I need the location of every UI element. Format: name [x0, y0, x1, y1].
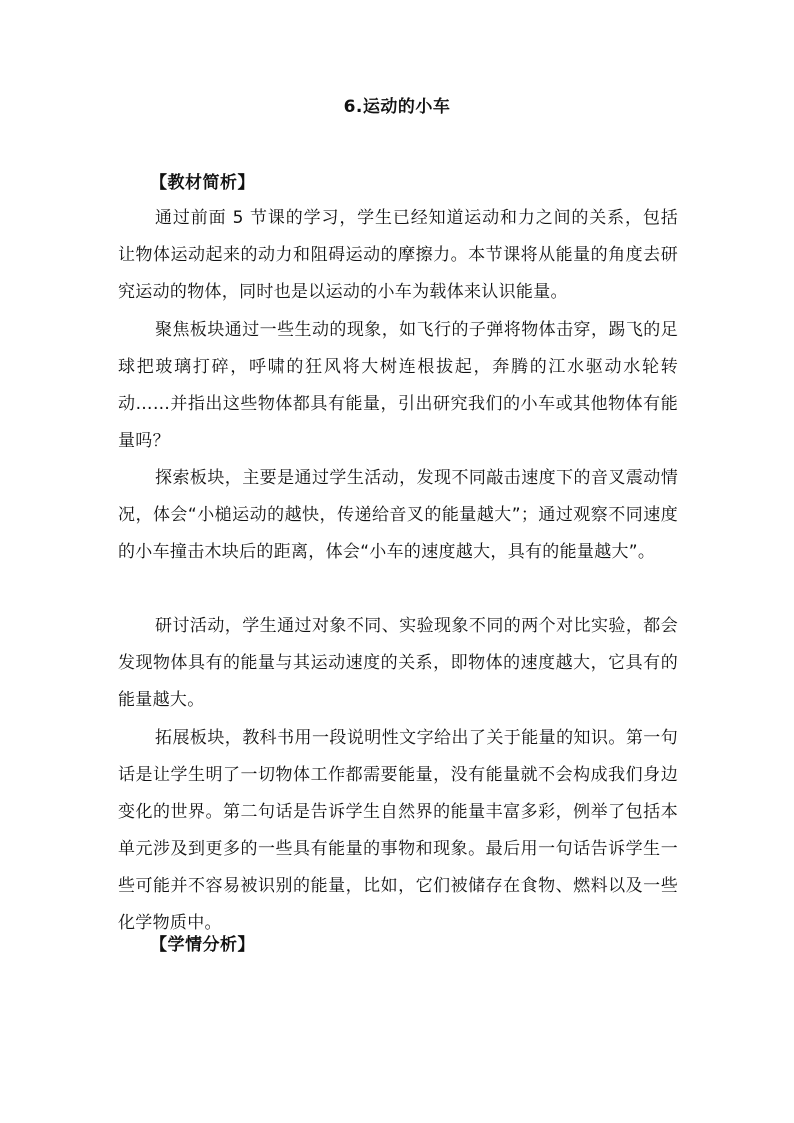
- paragraph-intro: 通过前面 5 节课的学习，学生已经知道运动和力之间的关系，包括让物体运动起来的动力和阻碍运动的摩擦力。本节课将从能量的角度去研究运动的物体，同时也是以运动的小车为载体来认识能量。: [118, 208, 678, 303]
- paragraph-3-container: [118, 460, 678, 571]
- section-heading-textbook-analysis: 【教材简析】: [150, 173, 255, 193]
- page-title: 6.运动的小车: [343, 97, 451, 117]
- paragraph-2-container: [118, 312, 678, 460]
- paragraph-4-container: [118, 608, 678, 719]
- paragraph-discussion: 研讨活动，学生通过对象不同、实验现象不同的两个对比实验，都会发现物体具有的能量与其运动速度的关系，即物体的速度越大，它具有的能量越大。: [118, 616, 678, 711]
- paragraph-extension: 拓展板块，教科书用一段说明性文字给出了关于能量的知识。第一句话是让学生明了一切物体工作都需要能量，没有能量就不会构成我们身边变化的世界。第二句话是告诉学生自然界的能量丰富多彩，例举了包括本单元涉及到更多的一些具有能量的事物和现象。最后用一句话告诉学生一些可能并不容易被识别的能量，比如，它们被储存在食物、燃料以及一些化学物质中。: [118, 728, 678, 934]
- paragraph-1-container: [118, 200, 678, 311]
- paragraph-explore: 探索板块，主要是通过学生活动，发现不同敲击速度下的音叉震动情况，体会“小槌运动的越快，传递给音叉的能量越大”；通过观察不同速度的小车撞击木块后的距离，体会“小车的速度越大，具有的能量越大”。: [118, 468, 678, 563]
- paragraph-focus: 聚焦板块通过一些生动的现象，如飞行的子弹将物体击穿，踢飞的足球把玻璃打碎，呼啸的狂风将大树连根拔起，奔腾的江水驱动水轮转动……并指出这些物体都具有能量，引出研究我们的小车或其他物体有能量吗？: [118, 320, 678, 452]
- section-heading-learning-analysis: 【学情分析】: [150, 935, 255, 955]
- paragraph-5-container: [118, 720, 678, 943]
